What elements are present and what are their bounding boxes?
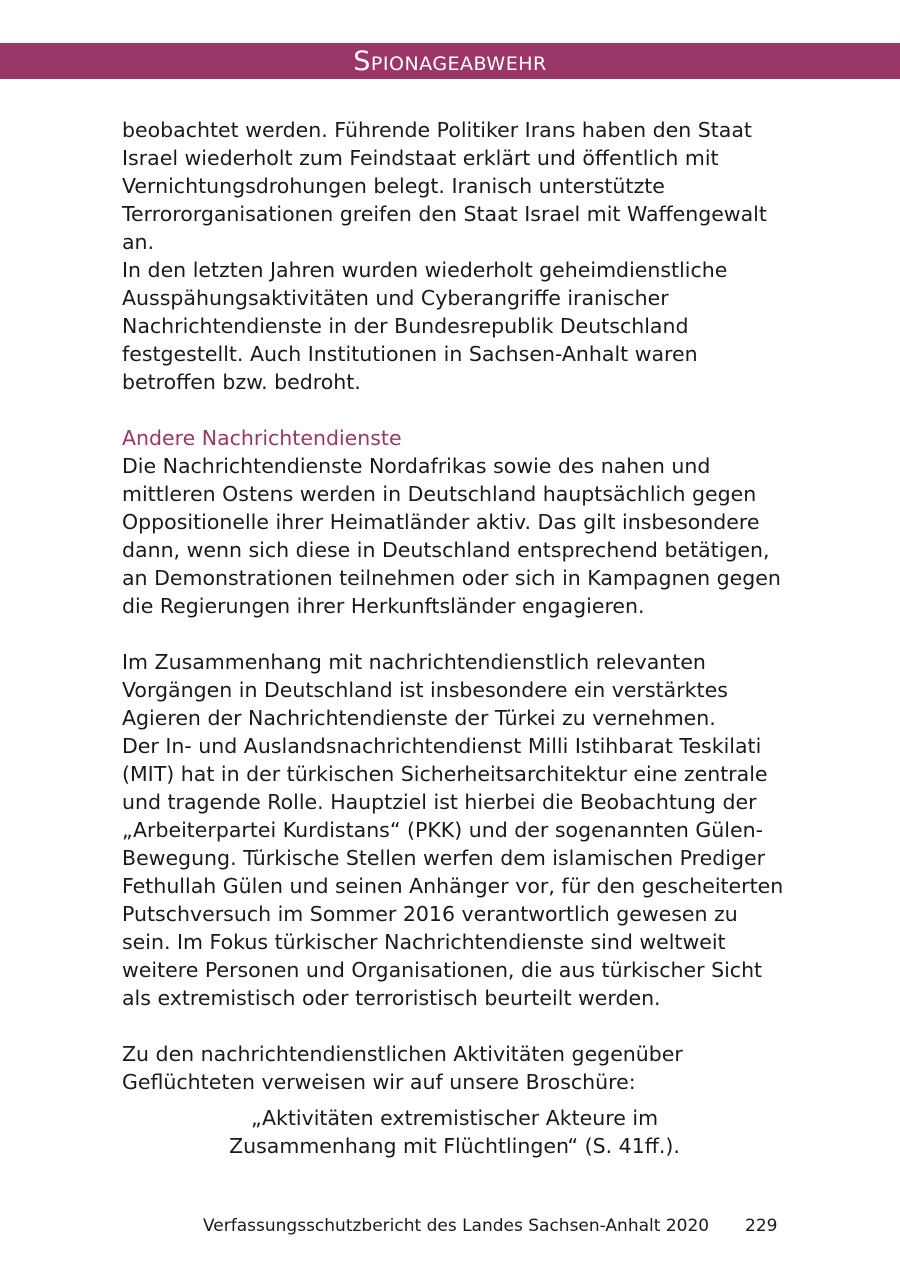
page-number: 229 <box>745 1216 778 1236</box>
paragraph-north-africa-middle-east: Die Nachrichtendienste Nordafrikas sowie des nahen und mittleren Ostens werden in Deutschland hauptsächlich gegen Oppositionelle ihrer Heimatländer aktiv. Das gilt insbesondere dann, wenn sich diese in Deutschland entsprechend betätigen, an Demonstrationen teilnehmen oder sich in Kampagnen gegen die Regierungen ihrer Herkunftsländer engagieren. <box>122 454 781 618</box>
footer-report-title: Verfassungsschutzbericht des Landes Sachsen-Anhalt 2020 <box>203 1216 710 1236</box>
paragraph-refugees-reference: Zu den nachrichtendienstlichen Aktivitäten gegenüber Geflüchteten verweisen wir auf unsere Broschüre: <box>122 1042 683 1094</box>
main-content <box>122 116 787 1160</box>
section-title: Spionageabwehr <box>353 46 547 77</box>
paragraph-turkey-intro: Im Zusammenhang mit nachrichtendienstlich relevanten Vorgängen in Deutschland ist insbesondere ein verstärktes Agieren der Nachrichtendienste der Türkei zu vernehmen. <box>122 650 728 730</box>
quote-line-2: Zusammenhang mit Flüchtlingen“ (S. 41ff.). <box>229 1134 680 1158</box>
section-header-band <box>0 43 900 79</box>
paragraph-iran-israel: beobachtet werden. Führende Politiker Irans haben den Staat Israel wiederholt zum Feindstaat erklärt und öffentlich mit Vernichtungsdrohungen belegt. Iranisch unterstützte Terrororganisationen greifen den Staat Israel mit Waffengewalt an. <box>122 118 767 254</box>
brochure-quote <box>122 1104 787 1160</box>
paragraph-mit: Der In- und Auslandsnachrichtendienst Milli Istihbarat Teskilati (MIT) hat in der türkischen Sicherheitsarchitektur eine zentrale und tragende Rolle. Hauptziel ist hierbei die Beobachtung der „Arbeiterpartei Kurdistans“ (PKK) und der sogenannten Gülen-Bewegung. Türkische Stellen werfen dem islamischen Prediger Fethullah Gülen und seinen Anhänger vor, für den gescheiterten Putschversuch im Sommer 2016 verantwortlich gewesen zu sein. Im Fokus türkischer Nachrichtendienste sind weltweit weitere Personen und Organisationen, die aus türkischer Sicht als extremistisch oder terroristisch beurteilt werden. <box>122 734 784 1010</box>
subheading-other-services: Andere Nachrichtendienste <box>122 426 402 450</box>
quote-line-1: „Aktivitäten extremistischer Akteure im <box>250 1106 659 1130</box>
paragraph-iran-espionage: In den letzten Jahren wurden wiederholt geheimdienstliche Ausspähungsaktivitäten und Cyberangriffe iranischer Nachrichtendienste in der Bundesrepublik Deutschland festgestellt. Auch Institutionen in Sachsen-Anhalt waren betroffen bzw. bedroht. <box>122 258 728 394</box>
